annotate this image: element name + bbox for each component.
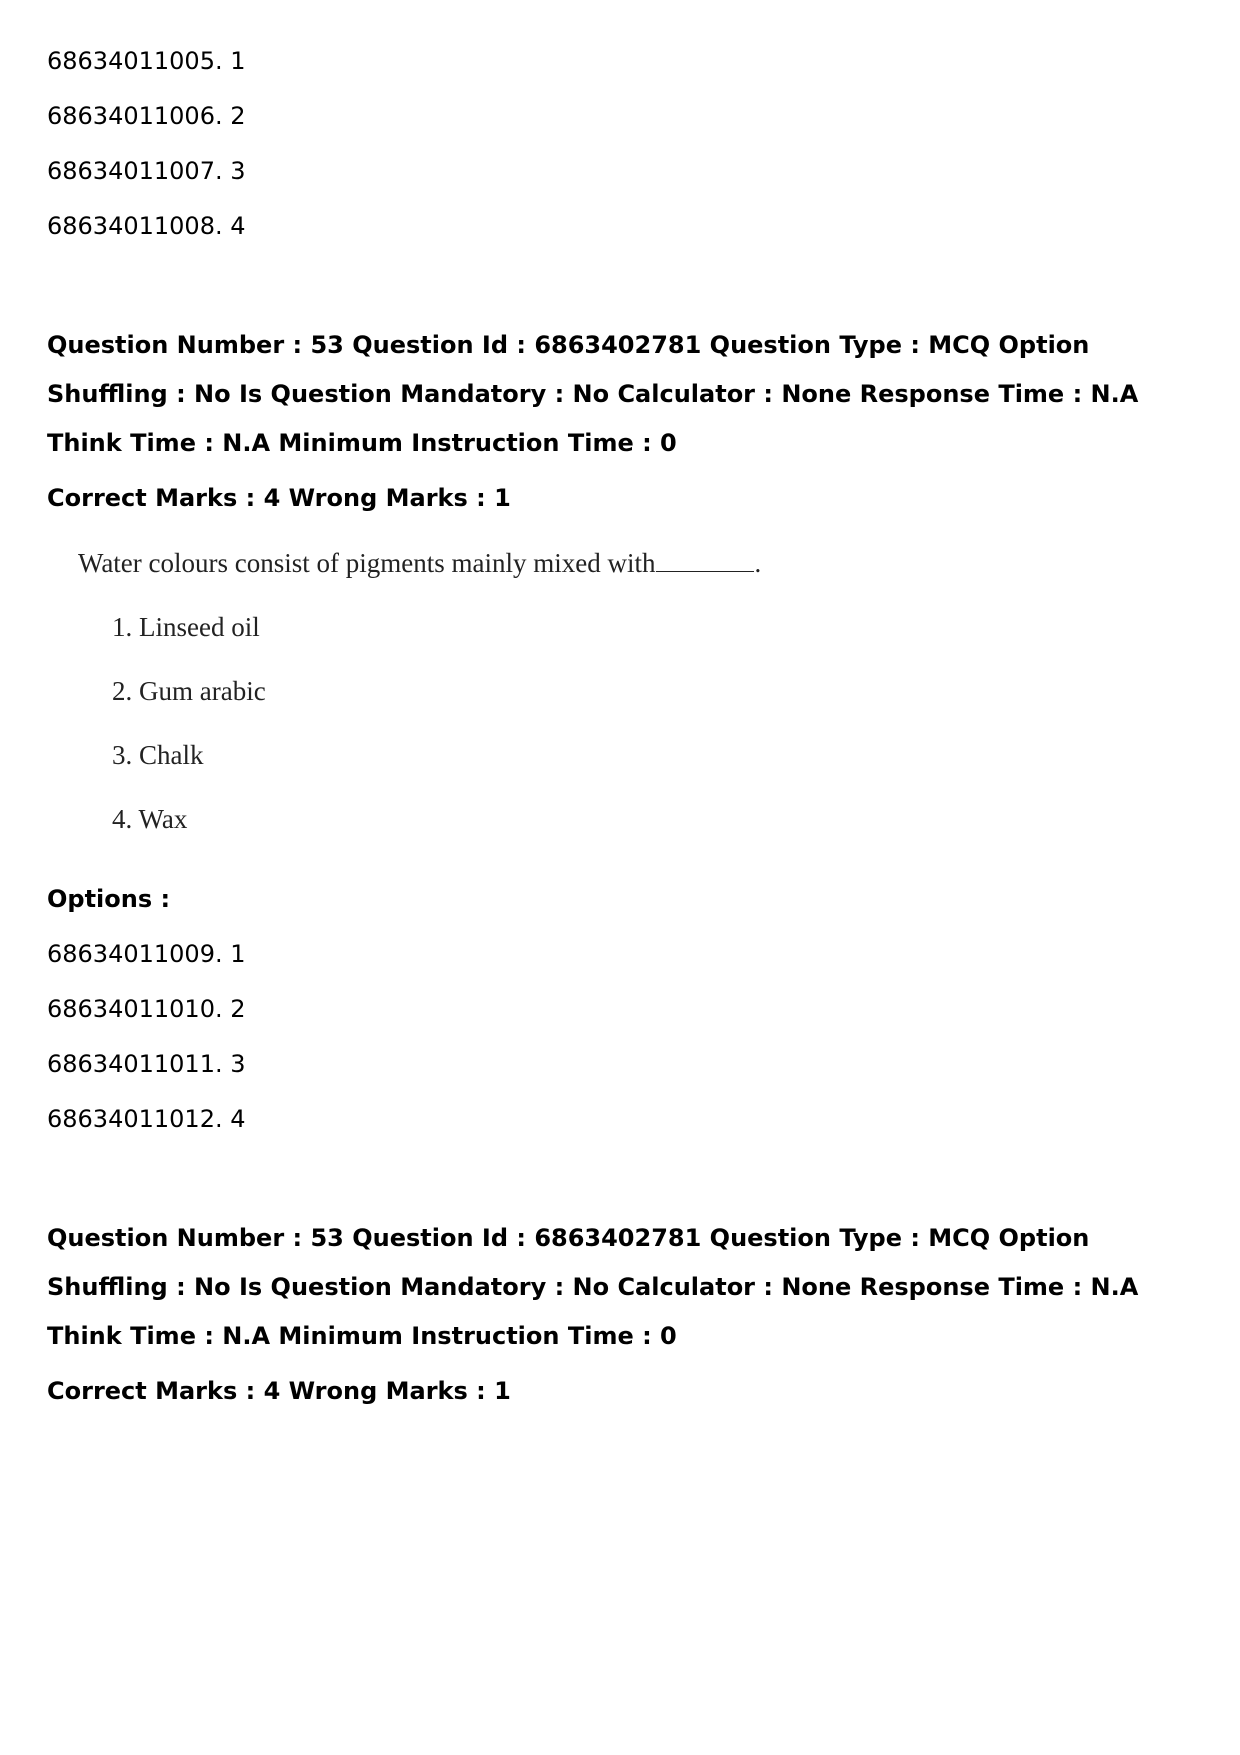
question-marks: Correct Marks : 4 Wrong Marks : 1 bbox=[47, 484, 511, 512]
question-option-1: 1. Linseed oil bbox=[112, 612, 260, 642]
question-option-2: 2. Gum arabic bbox=[112, 676, 266, 706]
prev-option-1: 68634011005. 1 bbox=[47, 47, 246, 75]
question-image bbox=[0, 540, 900, 860]
prev-option-2: 68634011006. 2 bbox=[47, 102, 246, 130]
option-4: 68634011012. 4 bbox=[47, 1105, 246, 1133]
prev-option-3: 68634011007. 3 bbox=[47, 157, 246, 185]
question-option-3: 3. Chalk bbox=[112, 740, 204, 770]
question-option-4: 4. Wax bbox=[112, 804, 188, 834]
question-text: Water colours consist of pigments mainly mixed with . bbox=[78, 548, 762, 578]
question-meta: Question Number : 53 Question Id : 6863402781 Question Type : MCQ Option Shuffling : No Is Question Mandatory : No Calculator : None Response Time : N.A Think Time : N.A Minimum Instruction Time : 0 bbox=[47, 331, 1139, 457]
question-meta-2: Question Number : 53 Question Id : 6863402781 Question Type : MCQ Option Shuffling : No Is Question Mandatory : No Calculator : None Response Time : N.A Think Time : N.A Minimum Instruction Time : 0 bbox=[47, 1224, 1139, 1350]
option-3: 68634011011. 3 bbox=[47, 1050, 246, 1078]
option-1: 68634011009. 1 bbox=[47, 940, 246, 968]
options-label: Options : bbox=[47, 885, 171, 913]
answer-blank bbox=[656, 551, 754, 572]
prev-option-4: 68634011008. 4 bbox=[47, 212, 246, 240]
option-2: 68634011010. 2 bbox=[47, 995, 246, 1023]
question-marks-2: Correct Marks : 4 Wrong Marks : 1 bbox=[47, 1377, 511, 1405]
